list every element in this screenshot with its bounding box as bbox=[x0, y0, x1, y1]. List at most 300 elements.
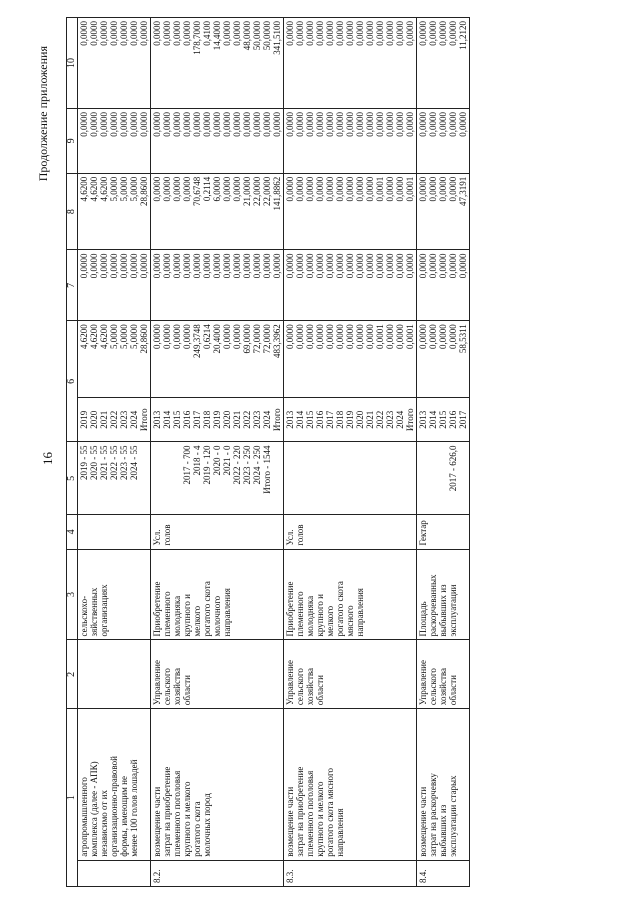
cell-col11 bbox=[151, 18, 284, 109]
cell-line: крупного и bbox=[182, 594, 192, 637]
cell-line: 4,6200 bbox=[99, 324, 109, 349]
cell-line: 0,0000 bbox=[405, 253, 415, 279]
cell-line: 0,0000 bbox=[172, 112, 182, 137]
cell-line: 4,6200 bbox=[89, 176, 99, 202]
cell-line: 0,0000 bbox=[252, 253, 262, 279]
program-table bbox=[66, 17, 470, 887]
cell-line: 0,0000 bbox=[315, 21, 325, 46]
cell-line: 0,0000 bbox=[129, 112, 139, 137]
cell-line: 0,0000 bbox=[182, 21, 192, 46]
cell-line: 2015 bbox=[305, 410, 315, 429]
header-cell: 3 bbox=[67, 549, 78, 640]
table-row bbox=[151, 18, 284, 887]
cell-line: 0,0000 bbox=[355, 253, 365, 279]
cell-line: 0,0000 bbox=[119, 112, 129, 137]
cell-col8 bbox=[284, 250, 417, 321]
cell-line bbox=[418, 445, 428, 511]
cell-col6 bbox=[284, 397, 417, 441]
cell-col5 bbox=[78, 442, 151, 515]
cell-line: 0,0000 bbox=[345, 112, 355, 137]
cell-line: 0,0000 bbox=[285, 176, 295, 202]
cell-line: рогатого скота bbox=[335, 581, 345, 637]
cell-line: выбывших из bbox=[438, 804, 448, 857]
cell-line: 4,6200 bbox=[89, 324, 99, 349]
table-row bbox=[284, 18, 417, 887]
cell-line: 0,0000 bbox=[272, 112, 282, 137]
cell-line: 0,6214 bbox=[202, 324, 212, 349]
cell-line: 2020 - 55 bbox=[89, 445, 99, 480]
cell-line: Площадь bbox=[418, 601, 428, 637]
cell-line: 5,0000 bbox=[119, 176, 129, 202]
cell-line: направления bbox=[355, 588, 365, 637]
header-cell: 9 bbox=[67, 109, 78, 174]
cell-line: области bbox=[182, 675, 192, 706]
cell-line: 0,0000 bbox=[335, 176, 345, 202]
cell-line: Управление bbox=[152, 660, 162, 706]
cell-line: 2023 bbox=[119, 410, 129, 429]
cell-line: 0,0000 bbox=[99, 112, 109, 137]
cell-col9 bbox=[284, 173, 417, 250]
cell-line: 0,0000 bbox=[438, 253, 448, 279]
cell-line: 47,3191 bbox=[458, 176, 468, 206]
cell-line: 2022 bbox=[375, 410, 385, 429]
cell-line bbox=[162, 445, 172, 511]
cell-line: 2013 bbox=[418, 410, 428, 429]
cell-line: 0,0000 bbox=[285, 21, 295, 46]
cell-line: 0,0000 bbox=[325, 324, 335, 349]
cell-line: 178,7000 bbox=[192, 21, 202, 55]
table-row bbox=[417, 18, 470, 887]
cell-line: молочного bbox=[212, 595, 222, 637]
cell-line: выбывших из bbox=[438, 584, 448, 637]
cell-line: агропромышленного bbox=[79, 777, 89, 857]
header-cell: 10 bbox=[67, 18, 78, 109]
cell-line: 0,0000 bbox=[222, 176, 232, 202]
cell-col6 bbox=[78, 397, 151, 441]
cell-col11 bbox=[284, 18, 417, 109]
cell-line: 0,0000 bbox=[192, 112, 202, 137]
cell-line: 58,5311 bbox=[458, 324, 468, 354]
cell-line: 0,0000 bbox=[305, 112, 315, 137]
cell-line: 0,0000 bbox=[365, 324, 375, 349]
cell-line: 2023 - 55 bbox=[119, 445, 129, 480]
cell-line: затрат на приобретение bbox=[295, 766, 305, 857]
cell-line: 21,0000 bbox=[242, 176, 252, 206]
cell-line: 0,0000 bbox=[428, 253, 438, 279]
cell-col11 bbox=[78, 18, 151, 109]
cell-line: 0,0000 bbox=[448, 112, 458, 137]
cell-line: голов bbox=[295, 524, 305, 546]
appendix-label: Продолжение приложения bbox=[36, 46, 50, 182]
cell-line: 483,3962 bbox=[272, 324, 282, 358]
page-number: 16 bbox=[40, 452, 55, 465]
cell-line: 0,0001 bbox=[375, 176, 385, 202]
cell-line: 2023 bbox=[385, 410, 395, 429]
cell-line: 0,0000 bbox=[119, 21, 129, 46]
cell-line: 2019 bbox=[212, 410, 222, 429]
cell-line: 0,0000 bbox=[375, 112, 385, 137]
cell-line: 2023 - 250 bbox=[242, 445, 252, 485]
cell-line: 0,0000 bbox=[89, 253, 99, 279]
cell-line: мясного bbox=[345, 605, 355, 637]
cell-line: 0,0000 bbox=[162, 21, 172, 46]
cell-line: независимо от их bbox=[99, 790, 109, 857]
cell-line: 2017 bbox=[325, 410, 335, 429]
cell-line: 0,0000 bbox=[295, 112, 305, 137]
cell-line: 2015 bbox=[438, 410, 448, 429]
cell-line: 0,0000 bbox=[232, 21, 242, 46]
cell-col1 bbox=[78, 709, 151, 861]
cell-col2 bbox=[284, 640, 417, 709]
cell-line: Итого bbox=[139, 408, 149, 432]
cell-line: 0,0000 bbox=[295, 324, 305, 349]
cell-line: 0,0000 bbox=[139, 21, 149, 46]
cell-line: 0,0000 bbox=[79, 253, 89, 279]
cell-col3 bbox=[78, 549, 151, 640]
cell-line: 0,0000 bbox=[335, 253, 345, 279]
cell-col10 bbox=[151, 109, 284, 174]
cell-col10 bbox=[78, 109, 151, 174]
cell-line: 0,0000 bbox=[418, 324, 428, 349]
cell-line: 2019 bbox=[79, 410, 89, 429]
cell-line: Приобретение bbox=[152, 581, 162, 637]
cell-line: Итого bbox=[405, 408, 415, 432]
cell-line: 70,6748 bbox=[192, 176, 202, 206]
cell-line: молодняка bbox=[305, 595, 315, 637]
cell-line: направления bbox=[222, 588, 232, 637]
cell-line: 0,0000 bbox=[428, 21, 438, 46]
cell-line: крупного и bbox=[315, 594, 325, 637]
cell-line: 2020 bbox=[355, 410, 365, 429]
cell-line: Усл. bbox=[152, 529, 162, 546]
cell-line: 0,0000 bbox=[295, 176, 305, 202]
cell-line: племенного bbox=[162, 591, 172, 637]
cell-line: 0,0000 bbox=[345, 21, 355, 46]
cell-line: 2019 - 120 bbox=[202, 445, 212, 485]
cell-line: 0,0000 bbox=[438, 324, 448, 349]
cell-line: 2017 bbox=[458, 410, 468, 429]
cell-line: 0,0000 bbox=[172, 176, 182, 202]
cell-line: 2013 bbox=[152, 410, 162, 429]
cell-line: 0,0000 bbox=[385, 253, 395, 279]
cell-line: 2014 bbox=[428, 410, 438, 429]
cell-line: 0,0000 bbox=[448, 324, 458, 349]
cell-line: 22,0000 bbox=[252, 176, 262, 206]
cell-line: 0,0000 bbox=[385, 176, 395, 202]
cell-line: 11,2120 bbox=[458, 21, 468, 50]
cell-line: 4,6200 bbox=[79, 176, 89, 202]
cell-line: возмещение части bbox=[285, 786, 295, 857]
cell-line: племенного поголовья bbox=[305, 770, 315, 857]
cell-line: 0,0000 bbox=[418, 21, 428, 46]
cell-line: 0,0000 bbox=[345, 253, 355, 279]
cell-line: 0,0000 bbox=[109, 21, 119, 46]
cell-line: 2014 bbox=[295, 410, 305, 429]
cell-line: 5,0000 bbox=[109, 176, 119, 202]
header-cell: 5 bbox=[67, 442, 78, 515]
cell-line: 0,0000 bbox=[182, 176, 192, 202]
cell-line: 0,0000 bbox=[315, 176, 325, 202]
cell-line: молодняка bbox=[172, 595, 182, 637]
cell-line: 2024 bbox=[395, 410, 405, 429]
cell-col5 bbox=[417, 442, 470, 515]
cell-line: 0,0000 bbox=[222, 324, 232, 349]
cell-col2 bbox=[151, 640, 284, 709]
cell-line: 0,0000 bbox=[305, 21, 315, 46]
cell-line: племенного поголовья bbox=[172, 770, 182, 857]
cell-line: организационно-правовой bbox=[109, 756, 119, 857]
cell-line: Управление bbox=[285, 660, 295, 706]
cell-line: 0,0000 bbox=[325, 112, 335, 137]
cell-line: 72,0000 bbox=[252, 324, 262, 354]
cell-col11 bbox=[417, 18, 470, 109]
cell-line: хозяйства bbox=[172, 667, 182, 706]
cell-line: 0,0000 bbox=[335, 21, 345, 46]
cell-line: 0,0000 bbox=[365, 112, 375, 137]
cell-line: 0,0000 bbox=[385, 112, 395, 137]
cell-line: 5,0000 bbox=[119, 324, 129, 349]
cell-line: 0,0000 bbox=[295, 253, 305, 279]
cell-line: 0,0000 bbox=[448, 253, 458, 279]
cell-line: 2020 bbox=[222, 410, 232, 429]
cell-col6 bbox=[417, 397, 470, 441]
cell-line: 0,0000 bbox=[438, 21, 448, 46]
cell-col5 bbox=[151, 442, 284, 515]
cell-line: Итого - 1544 bbox=[262, 445, 272, 494]
cell-line: 2024 bbox=[262, 410, 272, 429]
cell-line: племенного bbox=[295, 591, 305, 637]
cell-line: 2017 - 626,0 bbox=[448, 445, 458, 492]
cell-line: 0,0000 bbox=[172, 21, 182, 46]
cell-line: 22,0000 bbox=[262, 176, 272, 206]
cell-line: 0,0000 bbox=[355, 176, 365, 202]
cell-col3 bbox=[417, 549, 470, 640]
cell-col6 bbox=[151, 397, 284, 441]
cell-line: 0,0000 bbox=[305, 253, 315, 279]
cell-col9 bbox=[151, 173, 284, 250]
cell-col2 bbox=[78, 640, 151, 709]
cell-line: 0,0000 bbox=[428, 324, 438, 349]
cell-line: Усл. bbox=[285, 529, 295, 546]
cell-line: 0,0000 bbox=[365, 21, 375, 46]
cell-line: хозяйства bbox=[305, 667, 315, 706]
cell-line: 0,0000 bbox=[89, 21, 99, 46]
cell-line: комплекса (далее - АПК) bbox=[89, 761, 99, 857]
cell-line: 0,0000 bbox=[222, 112, 232, 137]
cell-line: 0,2114 bbox=[202, 176, 212, 202]
cell-line: 0,0000 bbox=[428, 176, 438, 202]
cell-line: 0,0000 bbox=[325, 21, 335, 46]
cell-line: 0,0000 bbox=[438, 112, 448, 137]
cell-line: 0,0000 bbox=[109, 112, 119, 137]
cell-line: сельскохо- bbox=[79, 595, 89, 637]
row-number bbox=[78, 860, 151, 886]
cell-line: 0,0000 bbox=[385, 324, 395, 349]
cell-line: 0,0000 bbox=[242, 253, 252, 279]
cell-line: затрат на раскорчевку bbox=[428, 773, 438, 857]
cell-line: 0,0000 bbox=[79, 21, 89, 46]
cell-line: 2016 bbox=[448, 410, 458, 429]
cell-line: эксплуатации старых bbox=[448, 775, 458, 857]
cell-line: 0,0000 bbox=[129, 253, 139, 279]
cell-line: Итого bbox=[272, 408, 282, 432]
cell-line: 0,0000 bbox=[182, 112, 192, 137]
cell-line: сельского bbox=[162, 668, 172, 706]
cell-line: 0,0000 bbox=[262, 112, 272, 137]
cell-line: 0,0000 bbox=[458, 253, 468, 279]
cell-line: 2020 - 0 bbox=[212, 445, 222, 476]
cell-line: 0,0000 bbox=[325, 176, 335, 202]
cell-line: 0,0000 bbox=[325, 253, 335, 279]
cell-line: 2022 - 55 bbox=[109, 445, 119, 480]
cell-col9 bbox=[78, 173, 151, 250]
cell-line: 50,0000 bbox=[262, 21, 272, 51]
cell-line: 0,0000 bbox=[252, 112, 262, 137]
cell-line: 5,0000 bbox=[129, 176, 139, 202]
cell-line: 0,0000 bbox=[139, 112, 149, 137]
cell-line: 0,0000 bbox=[232, 324, 242, 349]
cell-line: 6,0000 bbox=[212, 176, 222, 202]
cell-line: 0,0000 bbox=[232, 253, 242, 279]
cell-line: 0,0000 bbox=[315, 324, 325, 349]
cell-line: 0,0000 bbox=[89, 112, 99, 137]
cell-line: 0,0000 bbox=[355, 21, 365, 46]
cell-line: сельского bbox=[295, 668, 305, 706]
cell-line: 0,0000 bbox=[99, 21, 109, 46]
cell-col10 bbox=[284, 109, 417, 174]
cell-line: 0,0000 bbox=[162, 324, 172, 349]
cell-col8 bbox=[151, 250, 284, 321]
cell-line: 0,0000 bbox=[232, 176, 242, 202]
cell-line: зяйственных bbox=[89, 587, 99, 637]
cell-line: 0,0000 bbox=[202, 253, 212, 279]
cell-line: 2013 bbox=[285, 410, 295, 429]
cell-line: молочных пород bbox=[202, 793, 212, 857]
cell-line: 0,0000 bbox=[202, 112, 212, 137]
cell-line: Управление bbox=[418, 660, 428, 706]
cell-line: мелкого bbox=[325, 605, 335, 637]
cell-line: 4,6200 bbox=[79, 324, 89, 349]
cell-line: рогатого скота bbox=[192, 801, 202, 857]
cell-line: 2021 bbox=[232, 410, 242, 429]
cell-line: 4,6200 bbox=[99, 176, 109, 202]
cell-line: 0,0000 bbox=[385, 21, 395, 46]
cell-line: 0,0000 bbox=[119, 253, 129, 279]
cell-line: затрат на приобретение bbox=[162, 766, 172, 857]
cell-col2 bbox=[417, 640, 470, 709]
cell-col4 bbox=[284, 515, 417, 549]
cell-col5 bbox=[284, 442, 417, 515]
cell-line: мелкого bbox=[192, 605, 202, 637]
cell-line: 20,4000 bbox=[212, 324, 222, 354]
cell-line: 0,0000 bbox=[395, 324, 405, 349]
cell-line bbox=[428, 445, 438, 511]
cell-line: 0,0000 bbox=[162, 253, 172, 279]
cell-line: крупного и мелкого bbox=[315, 781, 325, 857]
cell-line: формы, имеющим не bbox=[119, 776, 129, 857]
cell-line: 0,0000 bbox=[345, 324, 355, 349]
cell-line: 0,0000 bbox=[222, 21, 232, 46]
cell-line: 2022 bbox=[242, 410, 252, 429]
cell-col9 bbox=[417, 173, 470, 250]
header-row bbox=[67, 18, 78, 887]
cell-line: 0,0000 bbox=[152, 112, 162, 137]
cell-line: 0,0000 bbox=[448, 176, 458, 202]
cell-line: 5,0000 bbox=[129, 324, 139, 349]
cell-line: 0,0000 bbox=[355, 324, 365, 349]
cell-line bbox=[152, 445, 162, 511]
cell-line: рогатого скота мясного bbox=[325, 768, 335, 857]
cell-col3 bbox=[284, 549, 417, 640]
cell-line: 141,8862 bbox=[272, 176, 282, 211]
cell-line: Гектар bbox=[418, 520, 428, 546]
cell-line: 0,0000 bbox=[448, 21, 458, 46]
cell-line: 0,0000 bbox=[172, 253, 182, 279]
cell-line: 2018 - 4 bbox=[192, 445, 202, 476]
cell-line: 0,0000 bbox=[272, 253, 282, 279]
cell-line: 2018 bbox=[202, 410, 212, 429]
cell-col7 bbox=[284, 321, 417, 398]
cell-line: 72,0000 bbox=[262, 324, 272, 354]
cell-line: 2024 - 55 bbox=[129, 445, 139, 480]
cell-line: 0,0000 bbox=[418, 176, 428, 202]
cell-line: 0,0000 bbox=[365, 176, 375, 202]
cell-line: 2019 bbox=[345, 410, 355, 429]
header-cell: 4 bbox=[67, 515, 78, 549]
cell-line: 2024 - 250 bbox=[252, 445, 262, 485]
cell-line: 50,0000 bbox=[252, 21, 262, 51]
cell-line: возмещение части bbox=[152, 786, 162, 857]
cell-line: 0,0001 bbox=[375, 324, 385, 349]
cell-col3 bbox=[151, 549, 284, 640]
cell-col4 bbox=[417, 515, 470, 549]
cell-line: области bbox=[315, 675, 325, 706]
cell-line: 0,0000 bbox=[152, 253, 162, 279]
cell-line: 249,3748 bbox=[192, 324, 202, 358]
cell-line: 2021 bbox=[365, 410, 375, 429]
cell-line: 0,0000 bbox=[395, 21, 405, 46]
cell-line: 0,0000 bbox=[99, 253, 109, 279]
cell-col7 bbox=[417, 321, 470, 398]
cell-line: 0,0000 bbox=[355, 112, 365, 137]
cell-line: 0,0000 bbox=[418, 253, 428, 279]
cell-line: 28,8600 bbox=[139, 324, 149, 354]
cell-col8 bbox=[78, 250, 151, 321]
cell-line: 69,0000 bbox=[242, 324, 252, 354]
cell-col1 bbox=[417, 709, 470, 861]
cell-line: крупного и мелкого bbox=[182, 781, 192, 857]
cell-line: 0,0000 bbox=[315, 112, 325, 137]
cell-line: 0,0000 bbox=[335, 324, 345, 349]
cell-line: 0,0000 bbox=[395, 253, 405, 279]
cell-line: 0,0000 bbox=[438, 176, 448, 202]
cell-line: 0,0000 bbox=[405, 112, 415, 137]
cell-line: 0,0000 bbox=[295, 21, 305, 46]
cell-line: 0,0001 bbox=[405, 176, 415, 202]
cell-line: 0,0000 bbox=[395, 112, 405, 137]
cell-line: голов bbox=[162, 524, 172, 546]
cell-line: 48,0000 bbox=[242, 21, 252, 51]
header-cell: 6 bbox=[67, 321, 78, 442]
cell-line: 2021 bbox=[99, 410, 109, 429]
cell-line: 2017 - 700 bbox=[182, 445, 192, 485]
cell-line: 0,0000 bbox=[428, 112, 438, 137]
cell-line: менее 100 голов лошадей bbox=[129, 759, 139, 857]
cell-line: 0,0000 bbox=[405, 21, 415, 46]
cell-line: 2023 bbox=[252, 410, 262, 429]
cell-line: 0,0000 bbox=[172, 324, 182, 349]
cell-line: 2020 bbox=[89, 410, 99, 429]
